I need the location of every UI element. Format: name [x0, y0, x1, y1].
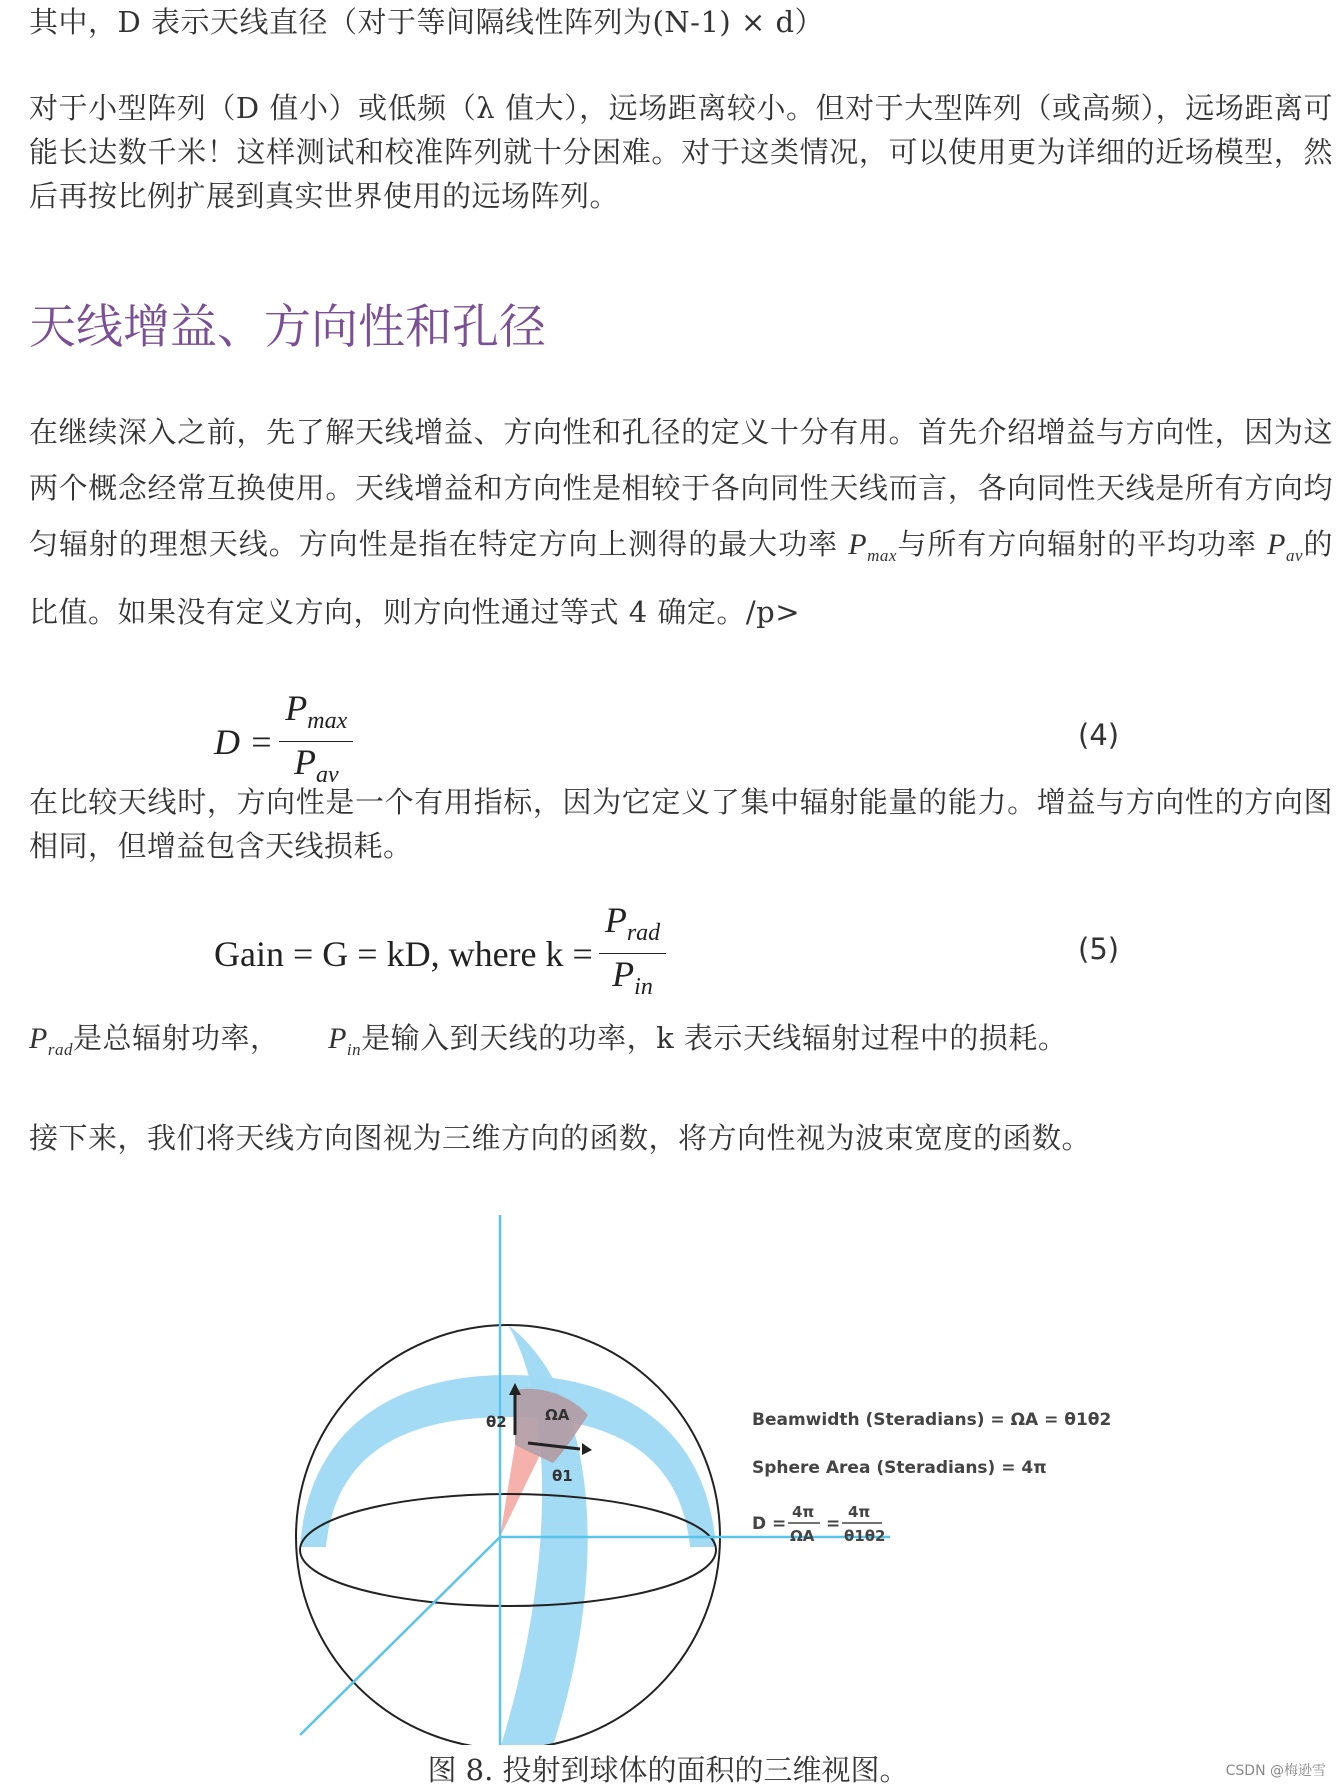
beamwidth-text: Beamwidth (Steradians) = ΩA = θ1θ2: [752, 1410, 1112, 1430]
label-omega: ΩA: [545, 1406, 570, 1424]
sphere-beamwidth-figure: [270, 1195, 1170, 1745]
x-axis: [300, 1537, 500, 1735]
paragraph-next: 接下来，我们将天线方向图视为三维方向的函数，将方向性视为波束宽度的函数。: [29, 1121, 1092, 1155]
equation-5-fraction: $\frac{P_{rad}}{P_{in}}$: [599, 900, 666, 1007]
intro-line: 其中，D 表示天线直径（对于等间隔线性阵列为(N-1) × d）: [29, 5, 825, 39]
d-frac1-num: 4π: [792, 1503, 815, 1521]
section-heading: 天线增益、方向性和孔径: [29, 300, 546, 355]
pmax-symbol: $P_{max}$: [848, 528, 897, 565]
paragraph-directivity-part-a: 在继续深入之前，先了解天线增益、方向性和孔径的定义十分有用。首先介绍增益与方向性，因为这两个概念经常互换使用。天线增益和方向性是相较于各向同性天线而言，各向同性天线是所有方向均匀辐射的理想天线。方向性是指在特定方向上测得的最大功率: [29, 415, 1333, 561]
pav-symbol: $P_{av}$: [1267, 528, 1303, 565]
d-frac1-den: ΩA: [790, 1527, 815, 1545]
paragraph-power-definitions: [29, 1016, 1333, 1072]
watermark: CSDN @梅逊雪: [1225, 1763, 1326, 1779]
theta1-arrowhead: [582, 1443, 592, 1455]
d-eq: =: [826, 1514, 841, 1534]
paragraph-gain: 在比较天线时，方向性是一个有用指标，因为它定义了集中辐射能量的能力。增益与方向性的方向图相同，但增益包含天线损耗。: [29, 785, 1333, 863]
paragraph-directivity-part-b: 与所有方向辐射的平均功率: [896, 527, 1268, 561]
paragraph-power-part-a: 是总辐射功率，: [72, 1021, 280, 1055]
equation-4-fraction: $\frac{P_{max}}{P_{av}}$: [279, 688, 353, 795]
d-frac2-num: 4π: [848, 1503, 871, 1521]
equation-5-lhs: Gain = G = kD, where k =: [214, 933, 593, 974]
label-theta1: θ1: [552, 1467, 573, 1485]
pin-symbol: $P_{in}$: [328, 1022, 362, 1059]
paragraph-directivity: [29, 404, 1333, 640]
horizontal-beam-band: [300, 1375, 716, 1547]
figure-caption: 图 8. 投射到球体的面积的三维视图。: [427, 1753, 909, 1787]
paragraph-power-part-b: 是输入到天线的功率，k 表示天线辐射过程中的损耗。: [361, 1021, 1068, 1055]
beam-wedge: [500, 1445, 540, 1537]
label-theta2: θ2: [486, 1413, 507, 1431]
sphere-area-text: Sphere Area (Steradians) = 4π: [752, 1458, 1047, 1478]
equation-5-number: (5): [1078, 932, 1120, 966]
equation-4-lhs: D =: [214, 721, 274, 762]
paragraph-directivity-part-c: 的比值。如果没有定义方向，则方向性通过等式 4 确定。/p>: [29, 527, 1333, 629]
equation-5: [214, 900, 672, 1007]
paragraph-far-field: 对于小型阵列（D 值小）或低频（λ 值大），远场距离较小。但对于大型阵列（或高频），远场距离可能长达数千米！这样测试和校准阵列就十分困难。对于这类情况，可以使用更为详细的近场模型，然后再按比例扩展到真实世界使用的远场阵列。: [29, 91, 1333, 213]
d-prefix: D =: [752, 1514, 787, 1534]
equation-4-number: (4): [1078, 718, 1120, 752]
d-frac2-den: θ1θ2: [844, 1527, 886, 1545]
prad-symbol: $P_{rad}$: [29, 1022, 73, 1059]
